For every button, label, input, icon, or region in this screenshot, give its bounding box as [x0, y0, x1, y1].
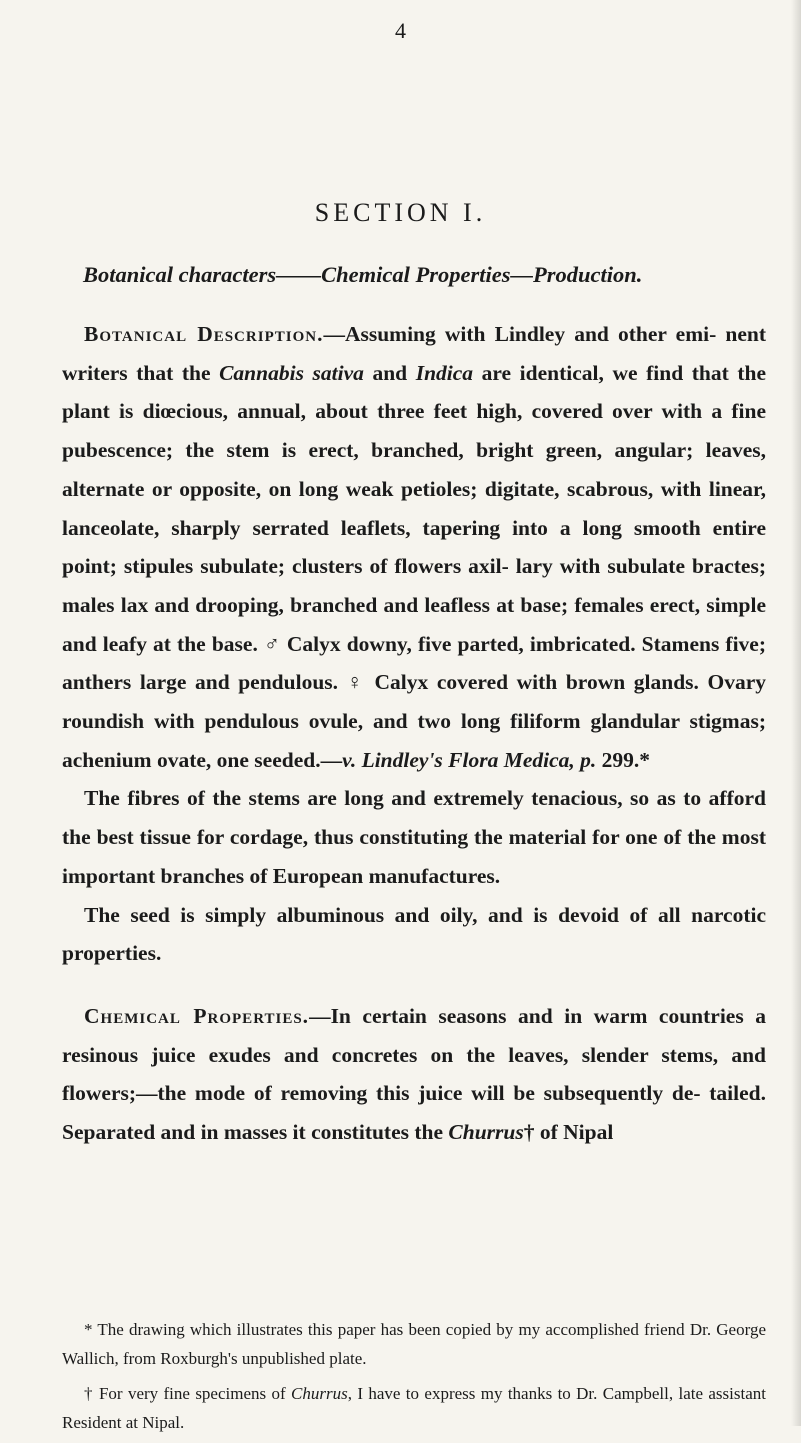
text-run: † For very fine specimens of: [84, 1384, 292, 1403]
paragraph-botanical-description: [62, 315, 766, 779]
run-in-heading: Botanical Description.: [84, 322, 324, 346]
text-run: are identical, we find that the plant is diœcious, annual, about three feet high, covered over with a fine pubescence; the stem is erect, branched, bright green, angular; leaves, alternate or opposite, on long weak petioles; digitate, scabrous, with linear, lanceolate, sharply serrated leaflets, tapering into a long smooth entire point; stipules subulate; clusters of flowers axil- lary with subulate bractes; males lax and drooping, branched and leafless at base; females erect, simple and leafy at the base. ♂ Calyx downy, five parted, imbricated. Stamens five; anthers large and pendulous. ♀ Calyx covered with brown glands. Ovary roundish with pendulous ovule, and two long filiform glandular stigmas; achenium ovate, one seeded.—: [62, 360, 767, 772]
citation: v. Lindley's Flora Medica, p.: [342, 747, 597, 772]
italic-term: Churrus: [291, 1384, 348, 1403]
run-in-heading: Chemical Properties.: [84, 1003, 310, 1028]
italic-term: Indica: [415, 360, 474, 385]
italic-term: Churrus: [448, 1120, 524, 1145]
body-text: [62, 315, 766, 1152]
text-run: † of Nipal: [523, 1120, 614, 1145]
subtitle-chemical: Chemical Properties: [321, 262, 511, 287]
paragraph-seed: The seed is simply albuminous and oily, and is devoid of all narcotic properties.: [62, 902, 766, 966]
footnotes: [62, 1315, 766, 1443]
paragraph-chemical-properties: [62, 997, 766, 1152]
subtitle-production: Production.: [533, 262, 643, 287]
footnote-1: * The drawing which illustrates this paper has been copied by my accomplished friend Dr. George Wallich, from Roxburgh's unpublished plate.: [62, 1320, 766, 1368]
paragraph-fibres: The fibres of the stems are long and extremely tenacious, so as to afford the best tissue for cordage, thus constituting the material for one of the most important branches of European manufactures.: [62, 786, 766, 888]
subtitle-dash: ——: [276, 262, 322, 287]
section-heading: SECTION I.: [314, 198, 487, 227]
text-run: , I have to express my thanks to Dr. Campbell, late assistant Resident at Nipal.: [62, 1384, 766, 1432]
subtitle-dash: —: [510, 262, 534, 287]
text-run: —In certain seasons and in warm countries a resinous juice exudes and concretes on the leaves, slender stems, and flowers;—the mode of removing this juice will be subsequently de- tailed. Separated and in masses it constitutes the: [62, 1003, 766, 1145]
section-subtitle: [83, 262, 773, 288]
page-number: 4: [395, 18, 406, 43]
text-run: —Assuming with Lindley and other emi- nent writers that the: [62, 322, 766, 385]
italic-term: Cannabis sativa: [219, 360, 364, 385]
text-run: and: [363, 360, 416, 385]
subtitle-botanical: Botanical characters: [83, 262, 277, 287]
footnote-2: [62, 1379, 766, 1437]
text-run: 299.*: [596, 747, 651, 772]
